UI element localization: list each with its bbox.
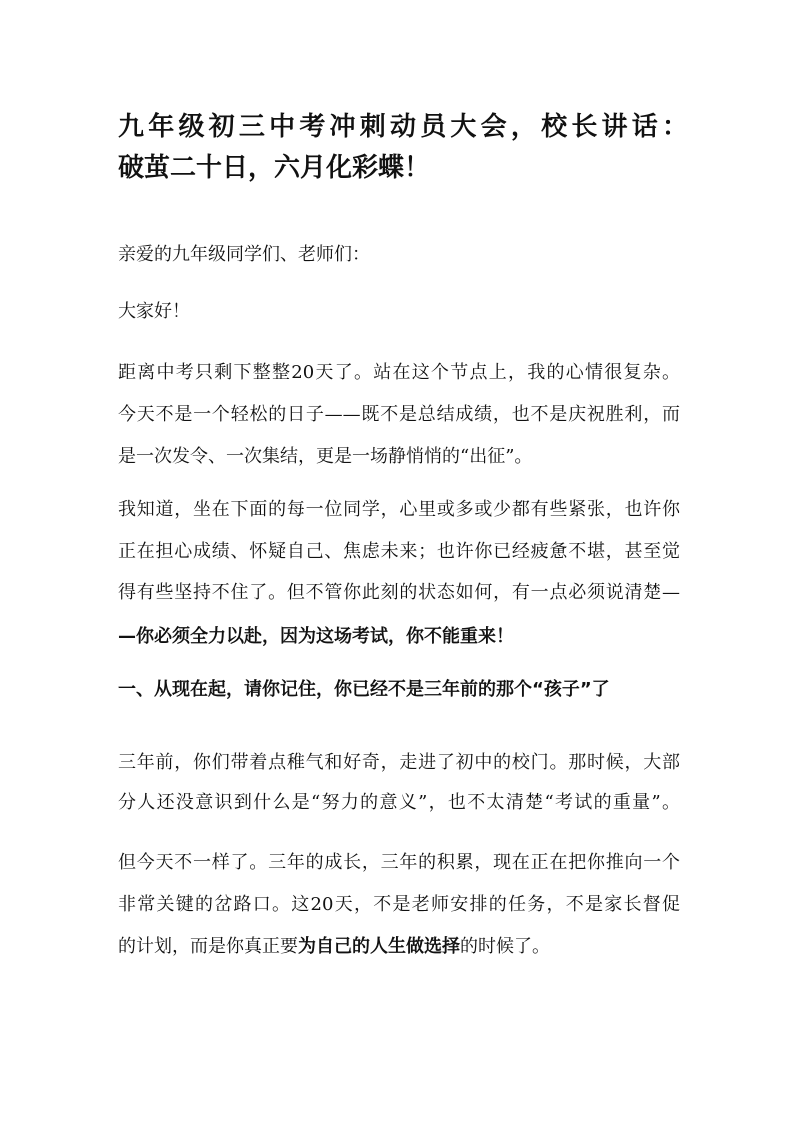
greeting: 亲爱的九年级同学们、老师们： [118,244,370,265]
paragraph-3-line: 三年前，你们带着点稚气和好奇，走进了初中的校门。那时候，大部 [118,752,680,773]
paragraph-2-line: 我知道，坐在下面的每一位同学，心里或多或少都有些紧张，也许你 [118,499,680,520]
text-segment: 的计划，而是你真正要 [118,936,298,957]
paragraph-3-line: 分人还没意识到什么是“努力的意义”，也不太清楚“考试的重量”。 [118,792,680,813]
paragraph-4-last-line [118,935,680,959]
paragraph-1-line: 是一次发令、一次集结，更是一场静悄悄的“出征”。 [118,446,533,467]
bold-emphasis: 为自己的人生做选择 [298,936,460,957]
section-1-heading: 一、从现在起，请你记住，你已经不是三年前的那个“孩子”了 [118,679,610,700]
hello: 大家好！ [118,301,190,322]
paragraph-2-line: 得有些坚持不住了。但不管你此刻的状态如何，有一点必须说清楚— [118,582,680,603]
paragraph-4-line: 非常关键的岔路口。这20天，不是老师安排的任务，不是家长督促 [118,894,680,915]
paragraph-1-line: 距离中考只剩下整整20天了。站在这个节点上，我的心情很复杂。 [118,362,680,383]
document-title-line-1: 九年级初三中考冲刺动员大会，校长讲话： [118,112,688,142]
document-title-line-2: 破茧二十日，六月化彩蝶！ [118,153,431,183]
paragraph-1-line: 今天不是一个轻松的日子——既不是总结成绩，也不是庆祝胜利，而 [118,404,680,425]
paragraph-4-line: 但今天不一样了。三年的成长，三年的积累，现在正在把你推向一个 [118,852,680,873]
paragraph-2-emphasis: —你必须全力以赴，因为这场考试，你不能重来！ [118,626,514,647]
paragraph-2-line: 正在担心成绩、怀疑自己、焦虑未来；也许你已经疲惫不堪，甚至觉 [118,541,680,562]
text-segment: 的时候了。 [460,936,550,957]
